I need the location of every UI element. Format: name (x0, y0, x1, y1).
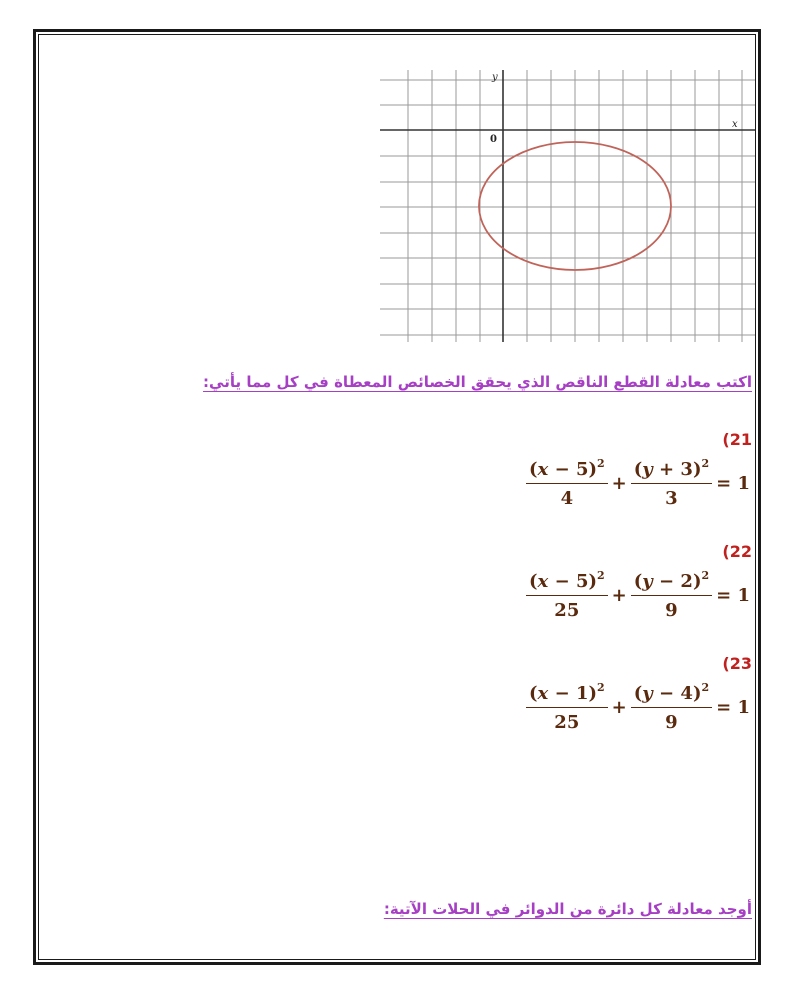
origin-label: 0 (490, 134, 497, 145)
x-axis-label: x (732, 119, 738, 130)
fraction-y: $\frac{(y + 3)^2}{3}$ (631, 457, 712, 509)
equation (526, 681, 750, 733)
fraction-x: $\frac{(x - 1)^2}{25}$ (526, 681, 608, 733)
section-heading-ellipse: اكتب معادلة القطع الناقص الذي يحقق الخصائص المعطاة في كل مما يأتي: (203, 373, 752, 391)
fraction-x: $\frac{(x - 5)^2}{25}$ (526, 569, 608, 621)
plus-sign: + (611, 472, 627, 494)
plus-sign: + (611, 696, 627, 718)
ellipse-graph (380, 70, 755, 342)
fraction-y: $\frac{(y - 4)^2}{9}$ (631, 681, 712, 733)
equals-one: = 1 (716, 584, 750, 606)
problem-number: (23 (722, 654, 752, 673)
problem-number: (21 (722, 430, 752, 449)
fraction-x: $\frac{(x - 5)^2}{4}$ (526, 457, 608, 509)
equals-one: = 1 (716, 472, 750, 494)
equals-one: = 1 (716, 696, 750, 718)
problem-number: (22 (722, 542, 752, 561)
fraction-y: $\frac{(y - 2)^2}{9}$ (631, 569, 712, 621)
equation (526, 569, 750, 621)
grid-horizontal-lines (380, 80, 755, 335)
equation (526, 457, 750, 509)
grid-vertical-lines (408, 70, 742, 342)
section-heading-circle: أوجد معادلة كل دائرة من الدوائر في الحلات الآتية: (383, 900, 752, 918)
y-axis-label: y (492, 72, 498, 83)
plus-sign: + (611, 584, 627, 606)
